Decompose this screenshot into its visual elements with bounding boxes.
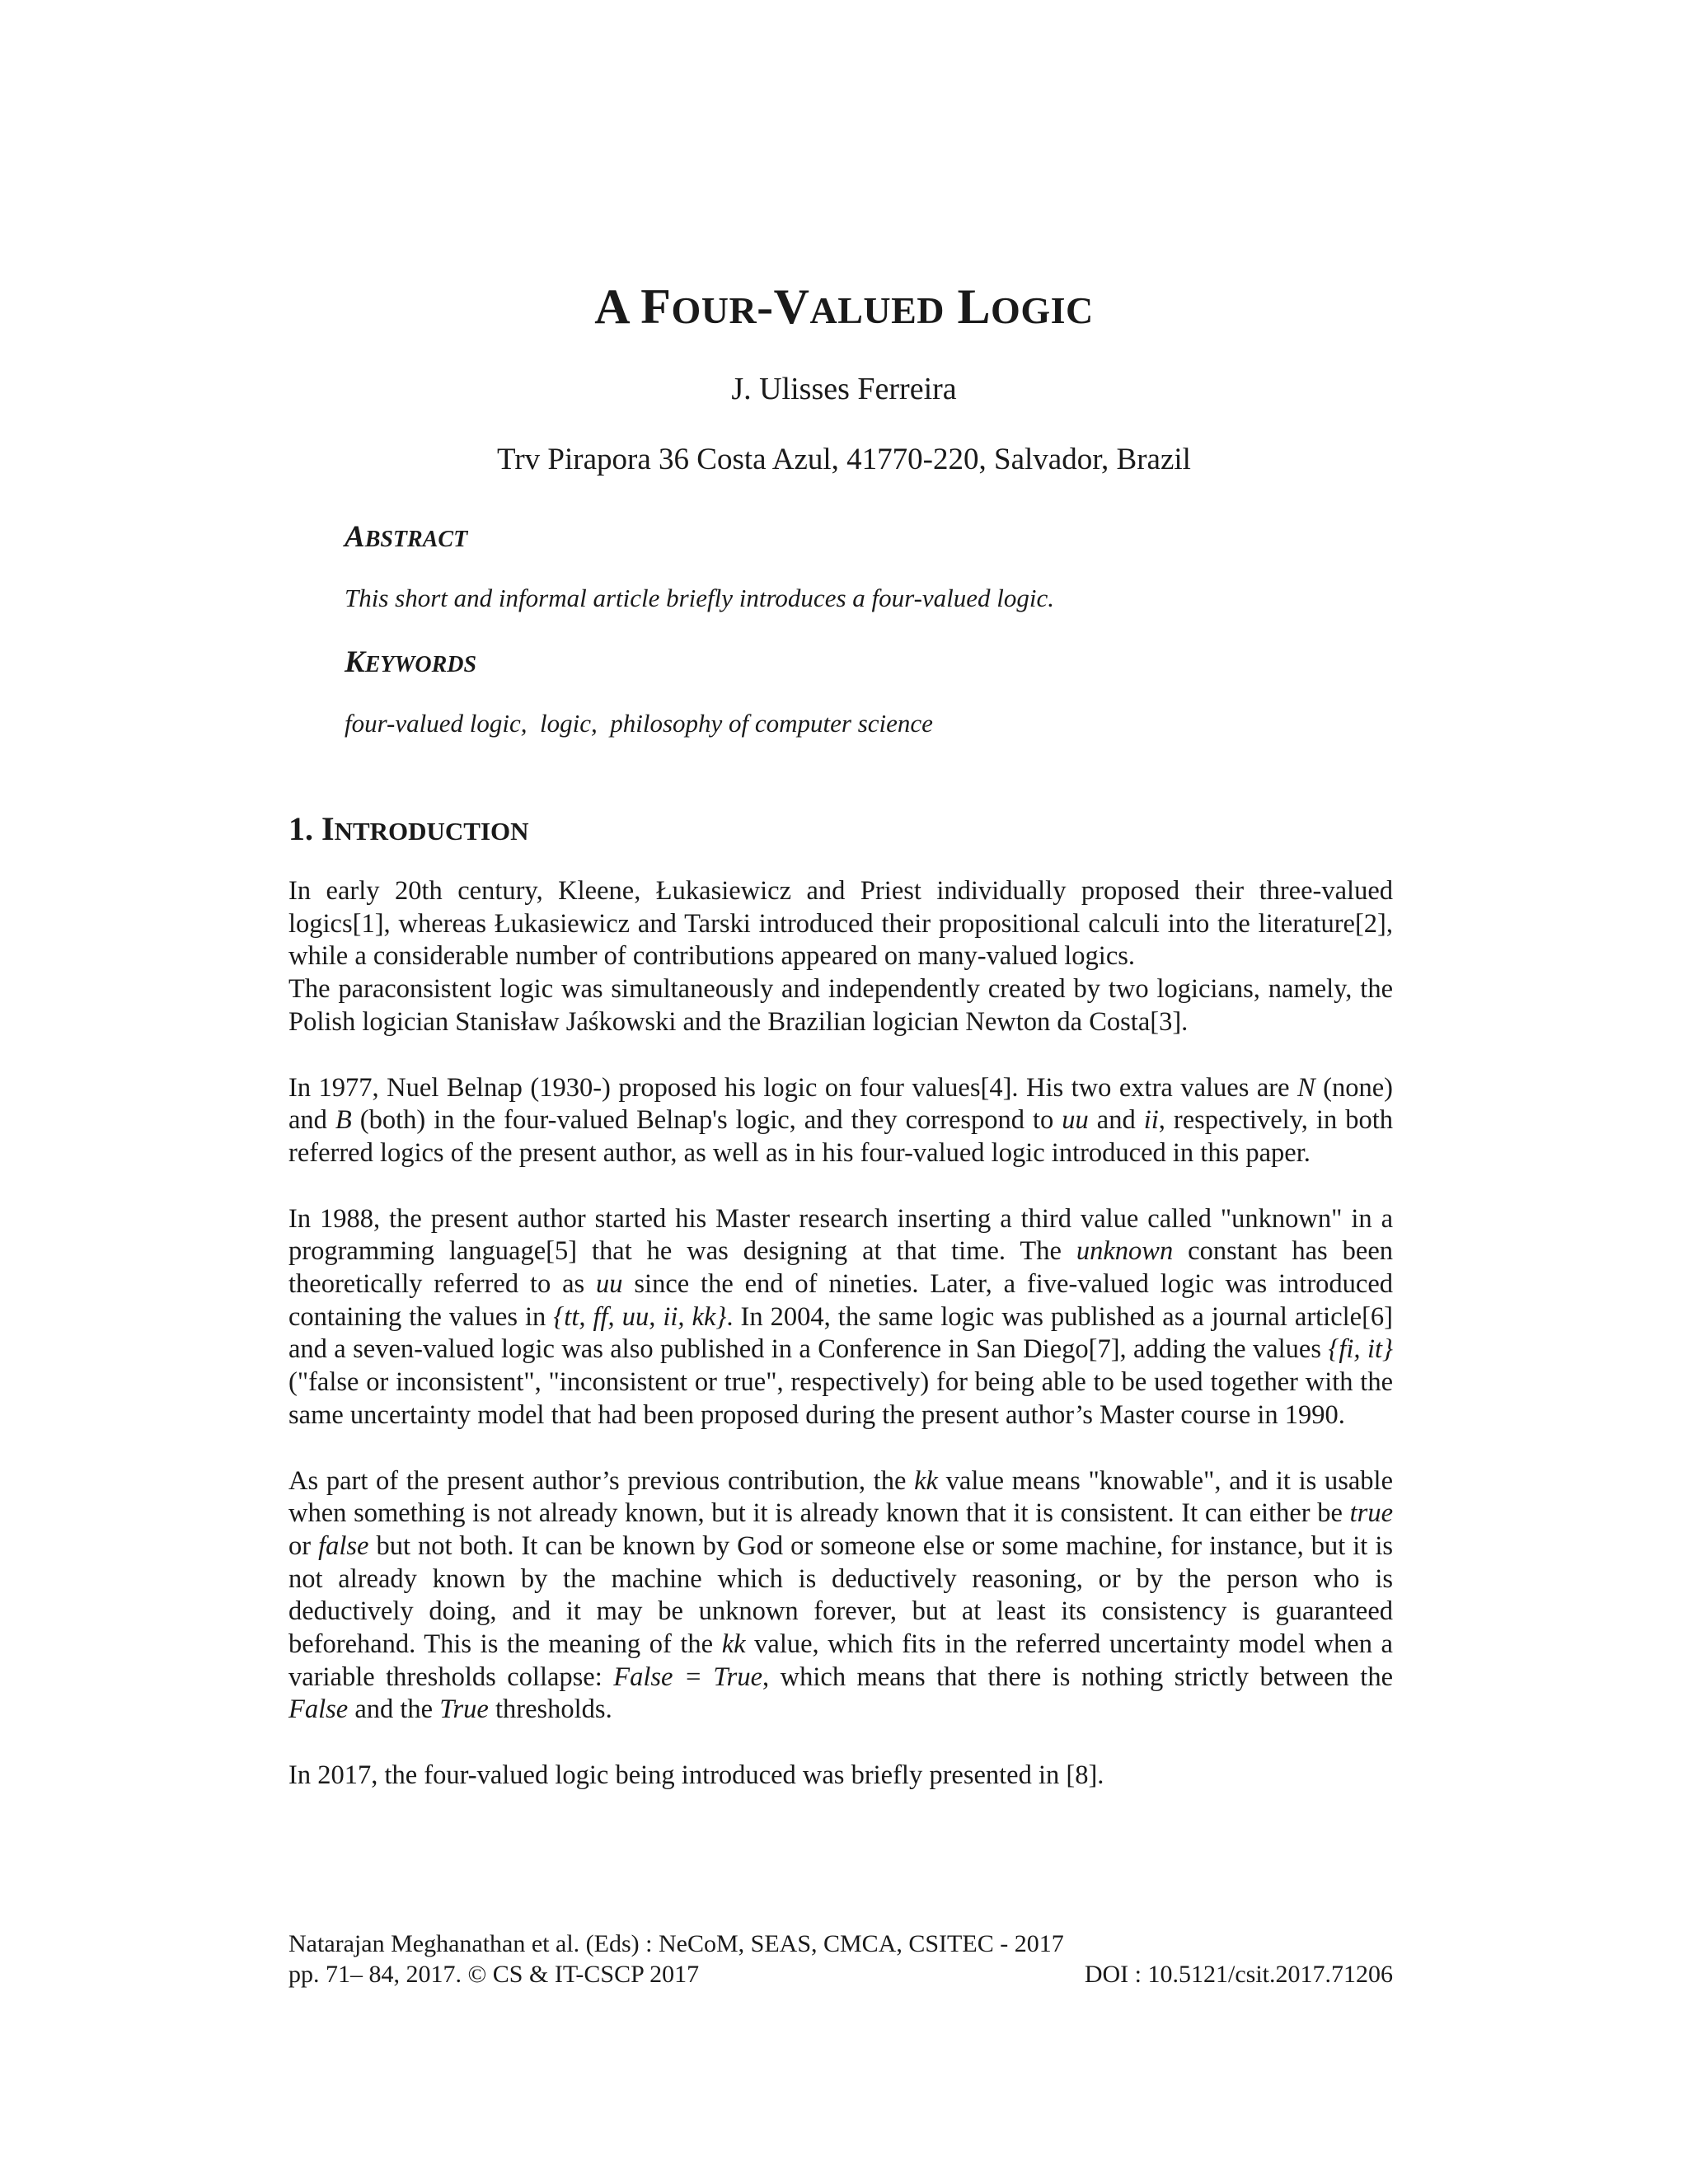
text-run: since the end of nineties. Later, a five-valued logic was introduced containing the values in xyxy=(288,1269,1394,1332)
italic-term: {fi, it} xyxy=(1328,1334,1393,1365)
heading-part: EYWORDS xyxy=(364,652,477,677)
italic-term: kk xyxy=(914,1465,938,1496)
heading-part: NTRODUCTION xyxy=(334,817,529,846)
title-part: -V xyxy=(757,279,810,334)
text-run: In 1988, the present author started his Master research inserting a third value called "unknown" in a programming language[5] that he was designing at that time. The xyxy=(288,1203,1393,1267)
italic-term: False xyxy=(288,1694,349,1725)
abstract-heading xyxy=(345,519,467,555)
italic-term: true xyxy=(1349,1498,1393,1529)
italic-term: B xyxy=(335,1105,352,1136)
heading-part: BSTRACT xyxy=(364,527,468,552)
text-run: , which means that there is nothing strictly between the xyxy=(762,1661,1393,1692)
heading-part: K xyxy=(345,645,365,679)
italic-term: uu xyxy=(1062,1105,1089,1136)
paragraph-2 xyxy=(288,1072,1393,1170)
abstract-text: This short and informal article briefly introduces a four-valued logic. xyxy=(345,583,1055,612)
italic-term: True xyxy=(439,1694,489,1725)
title-part: OUR xyxy=(671,289,757,331)
paragraph-1a: In early 20th century, Kleene, Łukasiewicz and Priest individually proposed their three-valued logics[1], whereas Łukasiewicz and Tarski introduced their propositional calculi into the literature[2], while a considerable number of contributions appeared on many-valued logics. xyxy=(288,876,1393,972)
text-run: value means "knowable", and it is usable when something is not already known, but it is already known that it is consistent. It can either be xyxy=(288,1465,1393,1529)
text-run: and xyxy=(1088,1105,1144,1136)
footer-doi: DOI : 10.5121/csit.2017.71206 xyxy=(1084,1961,1393,1988)
italic-term: {tt, ff, uu, ii, kk} xyxy=(553,1301,727,1332)
paragraph-1b: The paraconsistent logic was simultaneously and independently created by two logicians, namely, the Polish logician Stanisław Jaśkowski and the Brazilian logician Newton da Costa[3]. xyxy=(288,974,1393,1037)
text-run: As part of the present author’s previous contribution, the xyxy=(288,1465,915,1496)
title-part: OGIC xyxy=(991,289,1094,331)
italic-term: false xyxy=(318,1530,369,1561)
paragraph-3 xyxy=(288,1203,1393,1432)
paragraph-4 xyxy=(288,1465,1393,1727)
italic-term: N xyxy=(1297,1072,1315,1103)
title-part: A F xyxy=(594,279,672,334)
heading-part: 1. I xyxy=(288,810,335,847)
paper-title xyxy=(0,279,1688,335)
keywords-text: four-valued logic, logic, philosophy of computer science xyxy=(345,709,933,738)
author-affiliation: Trv Pirapora 36 Costa Azul, 41770-220, Salvador, Brazil xyxy=(497,443,1191,476)
text-run: . In 2004, the same logic was published as a journal article[6] and a seven-valued logic was also published in a Conference in San Diego[7], adding the values xyxy=(288,1301,1393,1365)
italic-term: kk xyxy=(721,1629,746,1660)
page-footer xyxy=(288,1929,1393,1990)
author-name: J. Ulisses Ferreira xyxy=(731,372,957,406)
footer-proceedings: Natarajan Meghanathan et al. (Eds) : NeCoM, SEAS, CMCA, CSITEC - 2017 xyxy=(288,1930,1064,1957)
text-run: and the xyxy=(348,1694,440,1725)
text-run: value, which fits in the referred uncertainty model when a variable thresholds collapse: xyxy=(288,1629,1393,1692)
italic-term: unknown xyxy=(1076,1236,1174,1267)
introduction-body xyxy=(288,875,1393,1793)
section-heading-introduction xyxy=(288,809,529,848)
text-run: In 1977, Nuel Belnap (1930-) proposed his logic on four values[4]. His two extra values are xyxy=(288,1072,1297,1103)
text-run: ("false or inconsistent", "inconsistent or true", respectively) for being able to be used together with the same uncertainty model that had been proposed during the present author’s Master course in 1990. xyxy=(288,1367,1393,1430)
italic-term: False = True xyxy=(613,1661,763,1692)
italic-term: ii xyxy=(1143,1105,1159,1136)
text-run: (both) in the four-valued Belnap's logic, and they correspond to xyxy=(351,1105,1062,1136)
text-run: constant has been theoretically referred to as xyxy=(288,1236,1393,1300)
text-run: thresholds. xyxy=(488,1694,612,1725)
text-run: but not both. It can be known by God or someone else or some machine, for instance, but it is not already known by the machine which is deductively reasoning, or by the person who is deductively doing, and it may be unknown forever, but at least its consistency is guaranteed beforehand. This is the meaning of the xyxy=(288,1530,1394,1660)
heading-part: A xyxy=(345,520,365,554)
footer-pages-copyright: pp. 71– 84, 2017. © CS & IT-CSCP 2017 xyxy=(288,1961,700,1988)
italic-term: uu xyxy=(596,1269,623,1300)
title-part: L xyxy=(945,279,992,334)
text-run: or xyxy=(288,1530,319,1561)
text-run: , respectively, in both referred logics of the present author, as well as in his four-valued logic introduced in this paper. xyxy=(288,1105,1393,1168)
paragraph-5: In 2017, the four-valued logic being introduced was briefly presented in [8]. xyxy=(288,1760,1104,1791)
footer-row xyxy=(288,1959,1393,1990)
title-part: ALUED xyxy=(809,289,945,331)
keywords-heading xyxy=(345,644,476,680)
text-run: (none) and xyxy=(288,1072,1393,1136)
